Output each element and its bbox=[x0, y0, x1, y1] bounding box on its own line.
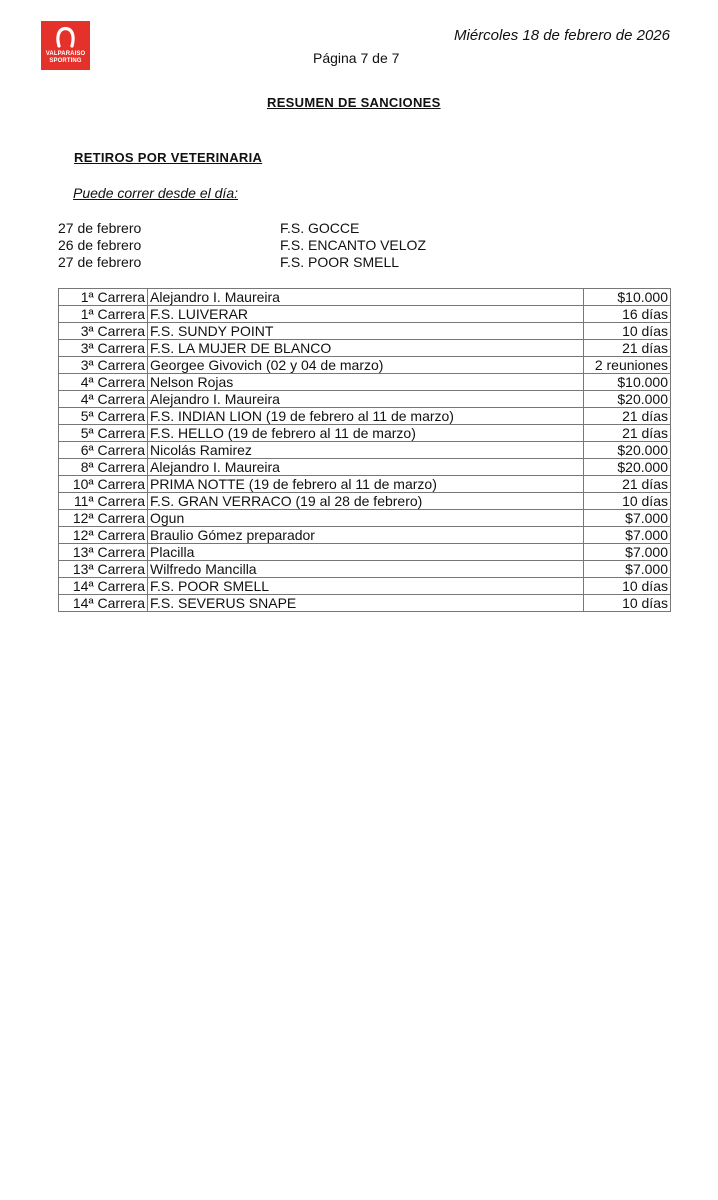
horseshoe-icon bbox=[56, 26, 75, 48]
race-cell: 6ª Carrera bbox=[59, 442, 148, 459]
race-cell: 13ª Carrera bbox=[59, 561, 148, 578]
table-row bbox=[59, 340, 671, 357]
race-cell: 8ª Carrera bbox=[59, 459, 148, 476]
race-cell: 5ª Carrera bbox=[59, 408, 148, 425]
table-row bbox=[59, 561, 671, 578]
retiro-row bbox=[58, 254, 538, 271]
section-subtitle: Puede correr desde el día: bbox=[73, 185, 238, 201]
sanction-cell: $20.000 bbox=[584, 442, 671, 459]
sanction-cell: $7.000 bbox=[584, 561, 671, 578]
retiro-horse: F.S. ENCANTO VELOZ bbox=[280, 237, 426, 253]
race-cell: 4ª Carrera bbox=[59, 391, 148, 408]
page-title: RESUMEN DE SANCIONES bbox=[267, 95, 441, 110]
name-cell: F.S. SUNDY POINT bbox=[148, 323, 584, 340]
table-row bbox=[59, 476, 671, 493]
table-row bbox=[59, 544, 671, 561]
name-cell: Nelson Rojas bbox=[148, 374, 584, 391]
name-cell: Alejandro I. Maureira bbox=[148, 459, 584, 476]
race-cell: 5ª Carrera bbox=[59, 425, 148, 442]
name-cell: Braulio Gómez preparador bbox=[148, 527, 584, 544]
race-cell: 14ª Carrera bbox=[59, 578, 148, 595]
retiro-date: 26 de febrero bbox=[58, 237, 142, 253]
table-row bbox=[59, 459, 671, 476]
name-cell: F.S. LA MUJER DE BLANCO bbox=[148, 340, 584, 357]
name-cell: Alejandro I. Maureira bbox=[148, 289, 584, 306]
sanction-cell: 10 días bbox=[584, 493, 671, 510]
table-row bbox=[59, 323, 671, 340]
name-cell: F.S. POOR SMELL bbox=[148, 578, 584, 595]
retiro-horse: F.S. POOR SMELL bbox=[280, 254, 400, 270]
section-title-retiros: RETIROS POR VETERINARIA bbox=[74, 150, 263, 165]
race-cell: 12ª Carrera bbox=[59, 527, 148, 544]
sanction-cell: 10 días bbox=[584, 578, 671, 595]
table-row bbox=[59, 306, 671, 323]
table-row bbox=[59, 391, 671, 408]
retiro-row bbox=[58, 237, 538, 254]
name-cell: PRIMA NOTTE (19 de febrero al 11 de marzo) bbox=[148, 476, 584, 493]
table-row bbox=[59, 595, 671, 612]
race-cell: 13ª Carrera bbox=[59, 544, 148, 561]
race-cell: 4ª Carrera bbox=[59, 374, 148, 391]
race-cell: 3ª Carrera bbox=[59, 340, 148, 357]
sanction-cell: $7.000 bbox=[584, 527, 671, 544]
table-row bbox=[59, 493, 671, 510]
name-cell: F.S. SEVERUS SNAPE bbox=[148, 595, 584, 612]
name-cell: Nicolás Ramirez bbox=[148, 442, 584, 459]
race-cell: 1ª Carrera bbox=[59, 289, 148, 306]
name-cell: Georgee Givovich (02 y 04 de marzo) bbox=[148, 357, 584, 374]
table-row bbox=[59, 510, 671, 527]
table-row bbox=[59, 425, 671, 442]
sanction-cell: $7.000 bbox=[584, 544, 671, 561]
sanction-cell: $20.000 bbox=[584, 459, 671, 476]
name-cell: F.S. LUIVERAR bbox=[148, 306, 584, 323]
table-row bbox=[59, 374, 671, 391]
name-cell: Alejandro I. Maureira bbox=[148, 391, 584, 408]
sanction-cell: $10.000 bbox=[584, 374, 671, 391]
retiro-date: 27 de febrero bbox=[58, 254, 142, 270]
retiro-row bbox=[58, 220, 538, 237]
sanction-cell: 10 días bbox=[584, 595, 671, 612]
table-row bbox=[59, 357, 671, 374]
table-row bbox=[59, 442, 671, 459]
table-row bbox=[59, 408, 671, 425]
logo-text-line1: VALPARAISO bbox=[45, 51, 86, 57]
sanction-cell: 10 días bbox=[584, 323, 671, 340]
table-row bbox=[59, 527, 671, 544]
race-cell: 10ª Carrera bbox=[59, 476, 148, 493]
name-cell: Ogun bbox=[148, 510, 584, 527]
race-cell: 11ª Carrera bbox=[59, 493, 148, 510]
sanction-cell: 21 días bbox=[584, 425, 671, 442]
race-cell: 3ª Carrera bbox=[59, 323, 148, 340]
race-cell: 3ª Carrera bbox=[59, 357, 148, 374]
sanction-cell: $10.000 bbox=[584, 289, 671, 306]
sanction-cell: 2 reuniones bbox=[584, 357, 671, 374]
name-cell: F.S. HELLO (19 de febrero al 11 de marzo) bbox=[148, 425, 584, 442]
retiro-date: 27 de febrero bbox=[58, 220, 142, 236]
name-cell: Placilla bbox=[148, 544, 584, 561]
sanction-cell: 16 días bbox=[584, 306, 671, 323]
document-date: Miércoles 18 de febrero de 2026 bbox=[454, 27, 670, 44]
sanction-cell: $20.000 bbox=[584, 391, 671, 408]
retiro-horse: F.S. GOCCE bbox=[280, 220, 360, 236]
page-number: Página 7 de 7 bbox=[313, 50, 400, 66]
valparaiso-sporting-logo bbox=[41, 21, 90, 70]
sanction-cell: 21 días bbox=[584, 476, 671, 493]
sanction-cell: $7.000 bbox=[584, 510, 671, 527]
race-cell: 1ª Carrera bbox=[59, 306, 148, 323]
table-row bbox=[59, 578, 671, 595]
name-cell: F.S. INDIAN LION (19 de febrero al 11 de marzo) bbox=[148, 408, 584, 425]
logo-text-line2: SPORTING bbox=[49, 58, 82, 64]
table-row bbox=[59, 289, 671, 306]
name-cell: Wilfredo Mancilla bbox=[148, 561, 584, 578]
sanction-cell: 21 días bbox=[584, 340, 671, 357]
name-cell: F.S. GRAN VERRACO (19 al 28 de febrero) bbox=[148, 493, 584, 510]
race-cell: 12ª Carrera bbox=[59, 510, 148, 527]
race-cell: 14ª Carrera bbox=[59, 595, 148, 612]
sanction-cell: 21 días bbox=[584, 408, 671, 425]
sanctions-table bbox=[58, 288, 671, 612]
